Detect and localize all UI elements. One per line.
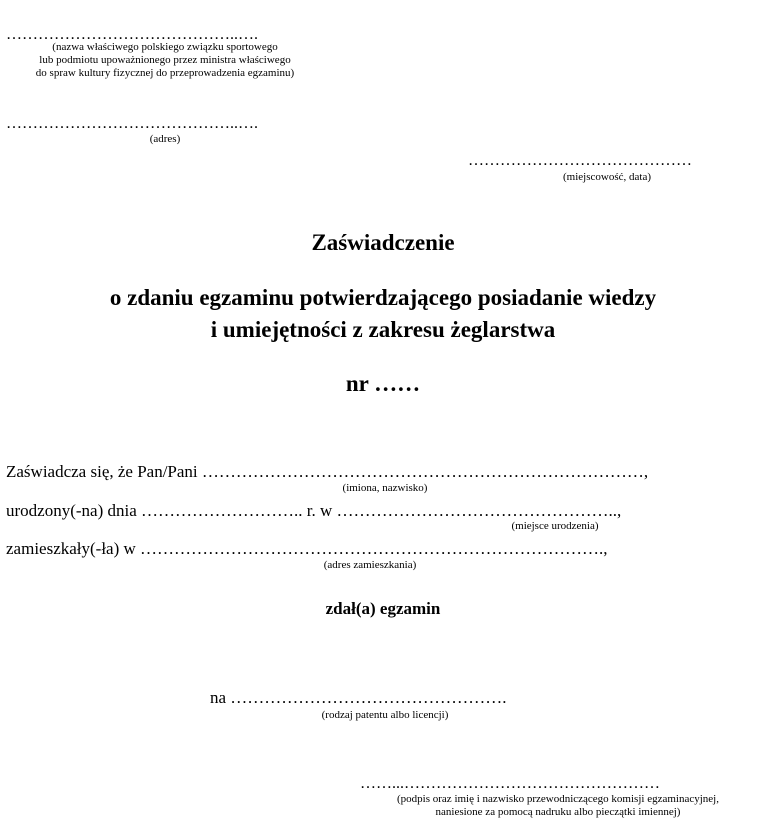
passed-exam-text: zdał(a) egzamin bbox=[325, 599, 441, 618]
holder-name-line: Zaświadcza się, że Pan/Pani ……………………………………………………………………, bbox=[6, 462, 649, 481]
address-dots: ……………………………………..…. bbox=[6, 115, 258, 132]
address-caption: (adres) bbox=[149, 133, 181, 145]
holder-name-caption: (imiona, nazwisko) bbox=[342, 482, 428, 494]
certificate-title: Zaświadczenie bbox=[311, 230, 455, 255]
birth-line: urodzony(-na) dnia ……………………….. r. w ………………………………………….., bbox=[6, 501, 622, 520]
certificate-number: nr …… bbox=[345, 371, 421, 396]
issuer-caption-line-3: do spraw kultury fizycznej do przeprowadzenia egzaminu) bbox=[35, 67, 295, 79]
certificate-subtitle-line-2: i umiejętności z zakresu żeglarstwa bbox=[210, 317, 556, 342]
certificate-subtitle-line-1: o zdaniu egzaminu potwierdzającego posiadanie wiedzy bbox=[109, 285, 657, 310]
issuer-caption-line-1: (nazwa właściwego polskiego związku sportowego bbox=[52, 41, 278, 53]
residence-line: zamieszkały(-ła) w ………………………………………………………………………., bbox=[6, 539, 608, 558]
signature-dots: ……...………………………………………… bbox=[360, 775, 660, 792]
license-line: na …………………………………………. bbox=[210, 688, 507, 707]
license-caption: (rodzaj patentu albo licencji) bbox=[321, 709, 449, 721]
issuer-name-dots: ……………………………………..…. bbox=[6, 26, 258, 43]
birth-place-caption: (miejsce urodzenia) bbox=[511, 520, 599, 532]
issuer-caption-line-2: lub podmiotu upoważnionego przez ministra właściwego bbox=[39, 54, 291, 66]
place-date-caption: (miejscowość, data) bbox=[563, 171, 651, 183]
place-date-dots: …………………………………… bbox=[468, 152, 692, 169]
residence-caption: (adres zamieszkania) bbox=[323, 559, 417, 571]
signature-caption-line-2: naniesione za pomocą nadruku albo pieczątki imiennej) bbox=[435, 806, 681, 818]
signature-caption-line-1: (podpis oraz imię i nazwisko przewodniczącego komisji egzaminacyjnej, bbox=[397, 793, 719, 805]
signature-caption bbox=[354, 793, 762, 819]
issuer-caption bbox=[4, 41, 326, 80]
